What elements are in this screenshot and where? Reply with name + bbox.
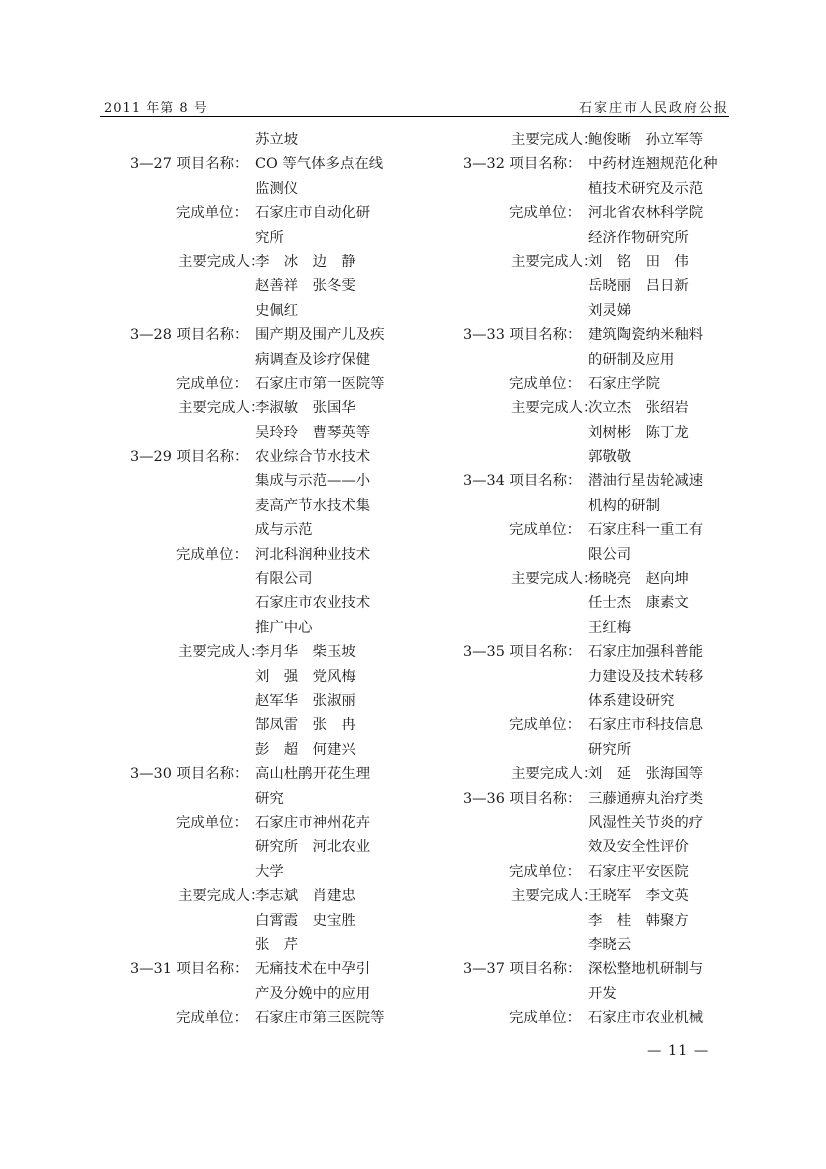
contributors-label: 主要完成人： bbox=[511, 400, 598, 417]
journal-issue: 2011 年第 8 号 bbox=[104, 101, 208, 116]
entry-value: 集成与示范——小 bbox=[255, 473, 371, 490]
entry-value: 体系建设研究 bbox=[588, 692, 675, 709]
entry-value: 郜凤雷 张 冉 bbox=[255, 717, 356, 734]
entry-value: 苏立坡 bbox=[255, 132, 299, 148]
entry-value: 石家庄加强科普能 bbox=[588, 644, 704, 661]
project-label: 3—29 项目名称： bbox=[130, 449, 249, 466]
entry-value: 建筑陶瓷纳米釉料 bbox=[588, 327, 704, 344]
entry-value: 白霄霞 史宝胜 bbox=[255, 912, 356, 929]
project-label: 3—28 项目名称： bbox=[130, 327, 249, 344]
entry-value: 石家庄市神州花卉 bbox=[255, 814, 371, 831]
entry-value: 石家庄市农业技术 bbox=[255, 595, 371, 612]
contributors-label: 主要完成人： bbox=[511, 571, 598, 588]
project-label: 3—32 项目名称： bbox=[463, 156, 582, 173]
entry-value: 鲍俊晰 孙立军等 bbox=[588, 132, 704, 148]
entry-value: 潜油行星齿轮减速 bbox=[588, 473, 704, 490]
entry-value: 杨晓亮 赵向坤 bbox=[588, 571, 689, 588]
project-label: 3—35 项目名称： bbox=[463, 644, 582, 661]
entry-value: 三藤通痹丸治疗类 bbox=[588, 790, 704, 807]
entry-value: 植技术研究及示范 bbox=[588, 180, 704, 197]
entry-value: 中药材连翘规范化种 bbox=[588, 156, 718, 173]
entry-value: 风湿性关节炎的疗 bbox=[588, 814, 704, 831]
entry-value: 石家庄市第三医院等 bbox=[255, 1010, 385, 1027]
entry-value: 李 桂 韩聚方 bbox=[588, 912, 689, 929]
entry-value: 石家庄市第一医院等 bbox=[255, 375, 385, 392]
entry-value: 石家庄市农业机械 bbox=[588, 1010, 704, 1027]
entry-value: 刘树彬 陈丁龙 bbox=[588, 424, 689, 441]
entry-value: 张 芹 bbox=[255, 936, 299, 953]
entry-value: 李晓云 bbox=[588, 936, 632, 953]
contributors-label: 主要完成人： bbox=[178, 253, 265, 270]
journal-title: 石家庄市人民政府公报 bbox=[578, 101, 729, 116]
entry-value: 麦高产节水技术集 bbox=[255, 497, 371, 514]
entry-value: 围产期及围产儿及疾 bbox=[255, 327, 385, 344]
project-label: 3—36 项目名称： bbox=[463, 790, 582, 807]
entry-value: 石家庄科一重工有 bbox=[588, 522, 704, 539]
entry-value: 李志斌 肖建忠 bbox=[255, 888, 356, 905]
entry-value: 石家庄市科技信息 bbox=[588, 717, 704, 734]
entry-value: 石家庄学院 bbox=[588, 375, 660, 392]
contributors-label: 主要完成人： bbox=[178, 888, 265, 905]
entry-value: 监测仪 bbox=[255, 180, 299, 197]
contributors-label: 主要完成人： bbox=[511, 888, 598, 905]
unit-label: 完成单位： bbox=[509, 205, 581, 222]
entry-value: 赵善祥 张冬雯 bbox=[255, 278, 356, 295]
entry-value: 究所 bbox=[255, 229, 284, 246]
entry-value: 岳晓丽 吕日新 bbox=[588, 278, 689, 295]
unit-label: 完成单位： bbox=[509, 863, 581, 880]
entry-value: 李月华 柴玉坡 bbox=[255, 644, 356, 661]
entry-value: 农业综合节水技术 bbox=[255, 449, 371, 466]
unit-label: 完成单位： bbox=[176, 375, 248, 392]
contributors-label: 主要完成人： bbox=[178, 644, 265, 661]
entry-value: 机构的研制 bbox=[588, 497, 660, 514]
entry-value: 河北省农林科学院 bbox=[588, 205, 704, 222]
entry-value: 限公司 bbox=[588, 546, 632, 563]
entry-value: 效及安全性评价 bbox=[588, 839, 689, 856]
entry-value: 王红梅 bbox=[588, 619, 632, 636]
entry-value: 任士杰 康素文 bbox=[588, 595, 689, 612]
contributors-label: 主要完成人： bbox=[511, 132, 598, 148]
entry-value: 无痛技术在中孕引 bbox=[255, 961, 371, 978]
entry-value: 石家庄市自动化研 bbox=[255, 205, 371, 222]
entry-value: 郭敬敬 bbox=[588, 449, 632, 466]
entry-value: 有限公司 bbox=[255, 571, 313, 588]
contributors-label: 主要完成人： bbox=[511, 766, 598, 783]
project-label: 3—33 项目名称： bbox=[463, 327, 582, 344]
entry-value: 大学 bbox=[255, 863, 284, 880]
unit-label: 完成单位： bbox=[176, 205, 248, 222]
entry-value: 石家庄平安医院 bbox=[588, 863, 689, 880]
entry-value: 高山杜鹃开花生理 bbox=[255, 766, 371, 783]
entry-value: 开发 bbox=[588, 985, 617, 1002]
entry-value: 王晓军 李文英 bbox=[588, 888, 689, 905]
header-divider bbox=[100, 116, 729, 117]
entry-value: 产及分娩中的应用 bbox=[255, 985, 371, 1002]
entry-value: 病调查及诊疗保健 bbox=[255, 351, 371, 368]
entry-value: 成与示范 bbox=[255, 522, 313, 539]
entry-value: 推广中心 bbox=[255, 619, 313, 636]
project-label: 3—27 项目名称： bbox=[130, 156, 249, 173]
project-label: 3—37 项目名称： bbox=[463, 961, 582, 978]
entry-value: 赵军华 张淑丽 bbox=[255, 692, 356, 709]
entry-value: 刘灵娣 bbox=[588, 302, 632, 319]
unit-label: 完成单位： bbox=[176, 1010, 248, 1027]
page-number: — 11 — bbox=[647, 1043, 710, 1059]
entry-value: 李淑敏 张国华 bbox=[255, 400, 356, 417]
entry-value: 吴玲玲 曹琴英等 bbox=[255, 424, 371, 441]
entry-value: 刘 延 张海国等 bbox=[588, 766, 704, 783]
entry-value: 研究 bbox=[255, 790, 284, 807]
project-label: 3—31 项目名称： bbox=[130, 961, 249, 978]
entry-value: 李 冰 边 静 bbox=[255, 253, 356, 270]
entry-value: 刘 铭 田 伟 bbox=[588, 253, 689, 270]
entry-value: 深松整地机研制与 bbox=[588, 961, 704, 978]
unit-label: 完成单位： bbox=[509, 375, 581, 392]
contributors-label: 主要完成人： bbox=[178, 400, 265, 417]
entry-value: 力建设及技术转移 bbox=[588, 668, 704, 685]
unit-label: 完成单位： bbox=[509, 1010, 581, 1027]
entry-value: 研究所 河北农业 bbox=[255, 839, 371, 856]
entry-value: 彭 超 何建兴 bbox=[255, 741, 356, 758]
entry-value: CO 等气体多点在线 bbox=[255, 156, 384, 173]
entry-value: 经济作物研究所 bbox=[588, 229, 689, 246]
unit-label: 完成单位： bbox=[509, 522, 581, 539]
entry-value: 史佩红 bbox=[255, 302, 299, 319]
unit-label: 完成单位： bbox=[176, 546, 248, 563]
project-label: 3—30 项目名称： bbox=[130, 766, 249, 783]
entry-value: 次立杰 张绍岩 bbox=[588, 400, 689, 417]
project-label: 3—34 项目名称： bbox=[463, 473, 582, 490]
unit-label: 完成单位： bbox=[509, 717, 581, 734]
contributors-label: 主要完成人： bbox=[511, 253, 598, 270]
entry-value: 刘 强 党风梅 bbox=[255, 668, 356, 685]
entry-value: 的研制及应用 bbox=[588, 351, 675, 368]
entry-value: 研究所 bbox=[588, 741, 632, 758]
unit-label: 完成单位： bbox=[176, 814, 248, 831]
entry-value: 河北科润种业技术 bbox=[255, 546, 371, 563]
